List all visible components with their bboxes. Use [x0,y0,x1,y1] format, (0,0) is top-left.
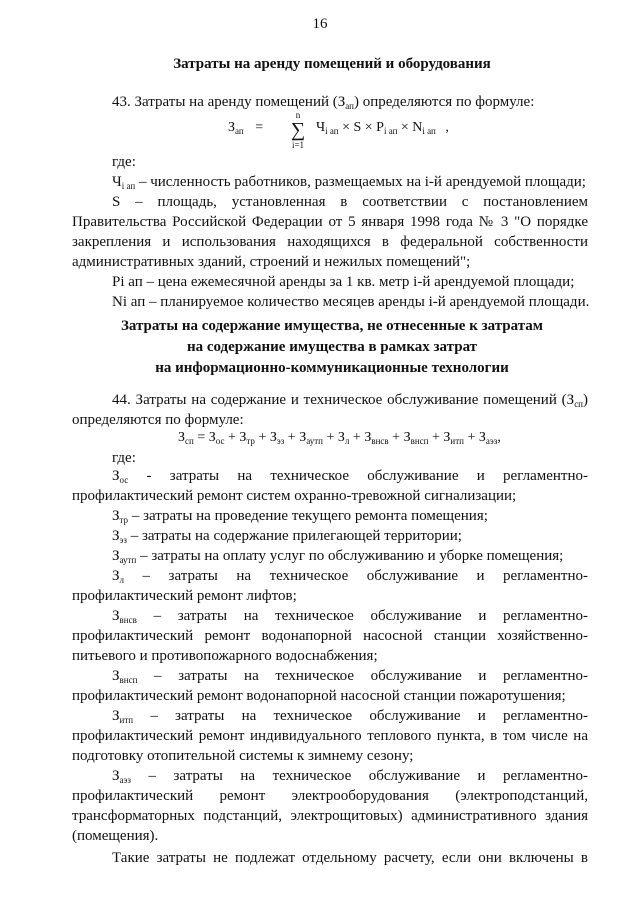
section-title-maintenance-l1: Затраты на содержание имущества, не отнесенные к затратам [120,318,544,334]
where-label: где: [112,154,136,170]
definition-zaez-l2: профилактический ремонт электрооборудования (электроподстанций, [72,788,588,804]
definition-zvnsp-l1: $З_{внсп}$ – затраты на техническое обслуживание и регламентно- [112,668,589,685]
paragraph-43: 43. Затраты на аренду помещений $(З_{ап})$ определяются по формуле: [112,94,535,111]
where-label-2: где: [112,450,136,466]
formula-maintenance: $З_{сп} = З_{ос} + З_{тр} + З_{эз} + З_{аутп} + З_л + З_{внсв} + З_{внсп} + З_{итп} + З_{аэз}$, [178,430,501,446]
definition-zautp: $З_{аутп}$ – затраты на оплату услуг по обслуживанию и уборке помещения; [112,548,564,565]
definition-workers: $Ч_{i ап}$ – численность работников, размещаемых на i-й арендуемой площади; [112,174,586,191]
section-title-rent: Затраты на аренду помещений и оборудования [173,56,491,72]
formula-rent-rhs: $Ч_{i ап} \times S \times P_{i ап} \times N_{i ап}$ , [316,120,449,136]
definition-ztr: $З_{тр}$ – затраты на проведение текущего ремонта помещения; [112,508,488,525]
definition-area-l1: S – площадь, установленная в соответствии с постановлением [112,194,588,210]
definition-zitp-l3: подготовку отопительной системы к зимнему сезону; [72,748,414,764]
formula-rent: $З_{ап}$ = [228,120,264,136]
definition-area-l4: административных зданий, строений и нежилых помещений"; [72,254,471,270]
definition-zvnsv-l1: $З_{внсв}$ – затраты на техническое обслуживание и регламентно- [112,608,589,625]
definition-zez: $З_{эз}$ – затраты на содержание прилегающей территории; [112,528,462,545]
definition-zitp-l2: профилактический ремонт индивидуального теплового пункта, в том числе на [72,728,588,744]
paragraph-last: Такие затраты не подлежат отдельному расчету, если они включены в [112,850,588,866]
definition-zos-l2: профилактический ремонт систем охранно-тревожной сигнализации; [72,488,517,504]
section-title-maintenance-l3: на информационно-коммуникационные технологии [155,360,509,376]
sum-symbol: n ∑ i=1 [290,110,306,150]
definition-months: Ni ап – планируемое количество месяцев аренды i-й арендуемой площади. [112,294,590,310]
definition-area-l2: Правительства Российской Федерации от 5 января 1998 года № 3 "О порядке [72,214,588,230]
definition-zaez-l4: (помещения). [72,828,159,844]
definition-zaez-l3: трансформаторных подстанций, электрощитовых) административного здания [72,808,588,824]
paragraph-44-l2: определяются по формуле: [72,412,244,428]
definition-price: Pi ап – цена ежемесячной аренды за 1 кв. метр i-й арендуемой площади; [112,274,575,290]
definition-zvnsp-l2: профилактический ремонт водонапорной насосной станции пожаротушения; [72,688,566,704]
definition-zl-l1: $З_л$ – затраты на техническое обслуживание и регламентно- [112,568,588,585]
definition-zitp-l1: $З_{итп}$ – затраты на техническое обслуживание и регламентно- [112,708,588,725]
definition-area-l3: закрепления и использования находящихся в федеральной собственности [72,234,588,250]
definition-zvnsv-l2: профилактический ремонт водонапорной насосной станции хозяйственно- [72,628,588,644]
definition-zaez-l1: $З_{аэз}$ – затраты на техническое обслуживание и регламентно- [112,768,589,785]
page-number: 16 [312,16,328,32]
definition-zos-l1: $З_{ос}$ - затраты на техническое обслуживание и регламентно- [112,468,589,485]
definition-zvnsv-l3: питьевого и противопожарного водоснабжения; [72,648,378,664]
definition-zl-l2: профилактический ремонт лифтов; [72,588,297,604]
section-title-maintenance-l2: на содержание имущества в рамках затрат [186,339,478,355]
paragraph-44-l1: 44. Затраты на содержание и техническое обслуживание помещений $(З_{сп})$ [112,392,588,409]
